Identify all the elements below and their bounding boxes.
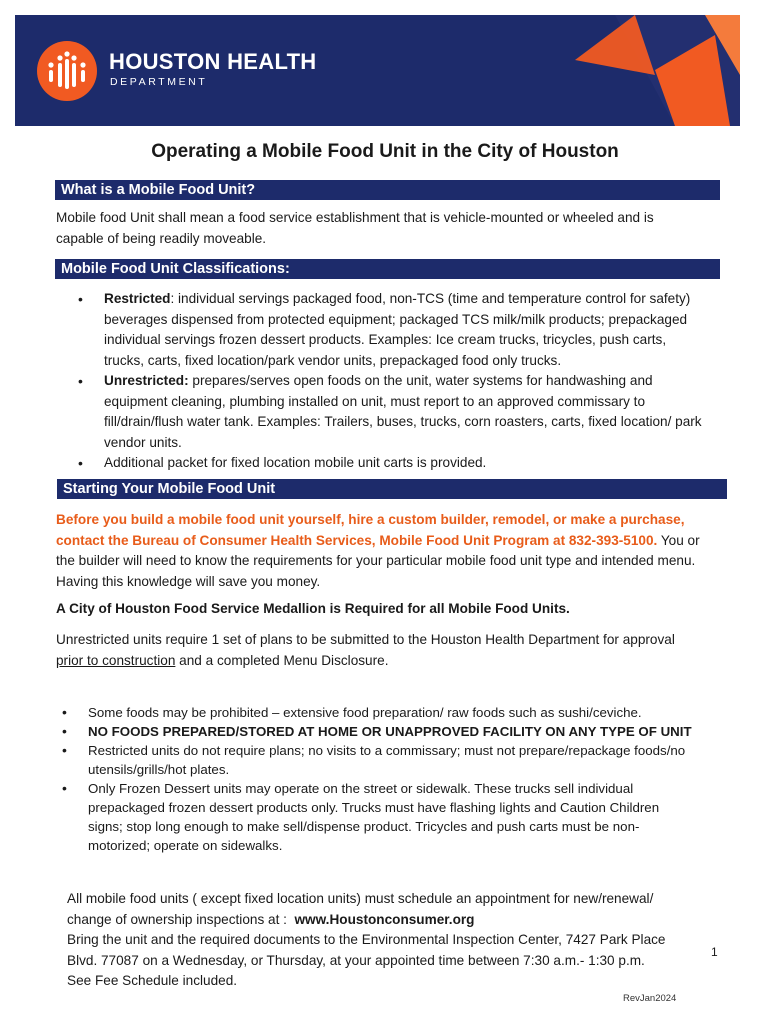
restricted-units-text: Restricted units do not require plans; no visits to a commissary; must not prepare/repackage foods/no utensils/grills/hot plates. <box>88 743 686 777</box>
frozen-dessert-text: Only Frozen Dessert units may operate on the street or sidewalk. These trucks sell individual prepackaged frozen dessert products only. Trucks must have flashing lights and Caution Children signs; stop long enough to make sell/dispense product. Tricycles and push carts must be non-motorized; operate on sidewalks. <box>88 781 660 853</box>
list-item <box>62 779 694 855</box>
bureau-contact-text: Before you build a mobile food unit yourself, hire a custom builder, remodel, or make a purchase, contact the Bureau of Consumer Health Services, Mobile Food Unit Program at 832-393-5100. <box>56 512 685 548</box>
list-item <box>78 289 703 371</box>
prior-to-construction: prior to construction <box>56 652 176 668</box>
restricted-label: Restricted <box>104 291 171 306</box>
definition-paragraph <box>56 208 726 249</box>
list-item <box>62 703 694 722</box>
list-item <box>62 741 694 779</box>
section-heading-starting: Starting Your Mobile Food Unit <box>57 479 727 499</box>
header-banner <box>15 15 740 126</box>
unrestricted-label: Unrestricted: <box>104 373 189 388</box>
classification-list <box>78 289 703 474</box>
no-home-food-text: NO FOODS PREPARED/STORED AT HOME OR UNAPPROVED FACILITY ON ANY TYPE OF UNIT <box>88 724 692 739</box>
schedule-text: All mobile food units ( except fixed location units) must schedule an appointment for new/renewal/ change of ownership inspections at : <box>67 891 654 927</box>
page-number: 1 <box>711 945 718 959</box>
list-item <box>62 722 694 741</box>
medallion-requirement: A City of Houston Food Service Medallion is Required for all Mobile Food Units. <box>56 601 570 616</box>
definition-line-2: capable of being readily moveable. <box>56 230 267 246</box>
houston-health-logo-icon <box>37 41 97 101</box>
plans-paragraph <box>56 630 676 671</box>
builder-paragraph <box>56 510 722 592</box>
additional-packet-text: Additional packet for fixed location mobile unit carts is provided. <box>104 455 487 470</box>
unrestricted-text: prepares/serves open foods on the unit, water systems for handwashing and equipment cleaning, plumbing installed on unit, must report to an approved commissary to fill/drain/flush water tank. Examples: Trailers, buses, trucks, corn roasters, carts, fixed location/ park vendor units. <box>104 373 702 450</box>
rules-list <box>62 703 694 855</box>
revision-label: RevJan2024 <box>623 993 677 1004</box>
restricted-text: : individual servings packaged food, non-TCS (time and temperature control for safety) beverages dispensed from protected equipment; packaged TCS milk/milk products; prepackaged individual servings frozen dessert products. Examples: Ice cream trucks, tricycles, push carts, trucks, carts, fixed location/park vendor units, prepackaged food only trucks. <box>104 291 691 368</box>
list-item <box>78 453 703 474</box>
list-item <box>78 371 703 453</box>
section-heading-what-is: What is a Mobile Food Unit? <box>55 180 720 200</box>
bring-unit-paragraph: Bring the unit and the required documents to the Environmental Inspection Center, 7427 Park Place Blvd. 77087 on a Wednesday, or Thursday, at your appointed time between 7:30 a.m.- 1:30 p.m. <box>67 932 666 968</box>
fee-schedule-text: See Fee Schedule included. <box>67 973 238 988</box>
schedule-paragraph <box>67 889 692 930</box>
plans-text-post: and a completed Menu Disclosure. <box>175 652 389 668</box>
definition-line-1: Mobile food Unit shall mean a food service establishment that is vehicle-mounted or wheeled and is <box>56 210 654 225</box>
org-name: HOUSTON HEALTH <box>109 49 317 74</box>
plans-text-pre: Unrestricted units require 1 set of plans to be submitted to the Houston Health Department for approval <box>56 632 675 647</box>
page-title: Operating a Mobile Food Unit in the City of Houston <box>151 141 619 162</box>
prohibited-foods-text: Some foods may be prohibited – extensive food preparation/ raw foods such as sushi/ceviche. <box>88 705 642 720</box>
section-heading-classifications: Mobile Food Unit Classifications: <box>55 259 720 279</box>
builder-rest-text: You or the builder will need to know the requirements for your particular mobile food unit type and intended menu. Having this knowledge will save you money. <box>56 532 700 589</box>
website-link[interactable]: www.Houstonconsumer.org <box>294 911 475 927</box>
org-subtitle: DEPARTMENT <box>110 76 208 88</box>
